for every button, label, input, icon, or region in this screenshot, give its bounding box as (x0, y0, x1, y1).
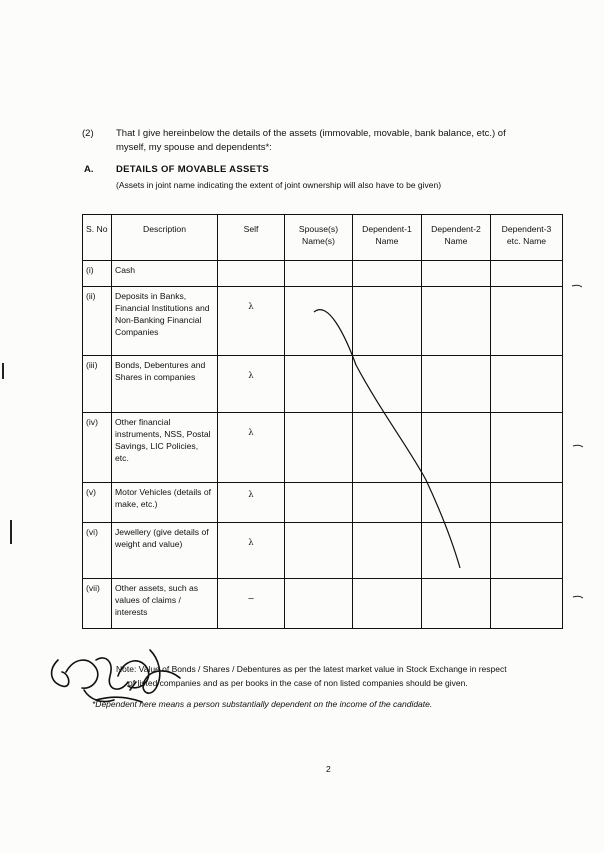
section-letter: A. (84, 164, 94, 175)
row-self-mark: ~ (218, 579, 285, 629)
row-self-mark: λ (218, 523, 285, 579)
row-sno: (vii) (83, 579, 112, 629)
row-self-mark: λ (218, 287, 285, 356)
row-sno: (v) (83, 483, 112, 523)
intro-number: (2) (82, 128, 94, 139)
row-sno: (vi) (83, 523, 112, 579)
header-dependent-1: Dependent-1 Name (353, 215, 422, 261)
section-subtitle: (Assets in joint name indicating the extent of joint ownership will also have to be given) (116, 180, 442, 190)
row-self-mark: λ (218, 356, 285, 413)
header-description: Description (112, 215, 218, 261)
header-dependent-2: Dependent-2 Name (422, 215, 491, 261)
row-description: Other financial instruments, NSS, Postal Savings, LIC Policies, etc. (112, 413, 218, 483)
header-self: Self (218, 215, 285, 261)
row-description: Deposits in Banks, Financial Institutions and Non-Banking Financial Companies (112, 287, 218, 356)
row-description: Bonds, Debentures and Shares in companies (112, 356, 218, 413)
row-description: Motor Vehicles (details of make, etc.) (112, 483, 218, 523)
row-sno: (iii) (83, 356, 112, 413)
row-sno: (i) (83, 261, 112, 287)
intro-text-line2: myself, my spouse and dependents*: (116, 142, 272, 153)
row-sno: (iv) (83, 413, 112, 483)
header-dependent-3: Dependent-3 etc. Name (491, 215, 563, 261)
row-sno: (ii) (83, 287, 112, 356)
note-1-line2: of listed companies and as per books in the case of non listed companies should be given. (128, 678, 468, 688)
note-2: *Dependent here means a person substantially dependent on the income of the candidate. (92, 699, 433, 709)
row-description: Jewellery (give details of weight and value) (112, 523, 218, 579)
section-title: DETAILS OF MOVABLE ASSETS (116, 164, 269, 175)
row-self-mark: λ (218, 413, 285, 483)
header-spouse: Spouse(s) Name(s) (285, 215, 353, 261)
note-1-line1: Note: Value of Bonds / Shares / Debentures as per the latest market value in Stock Exchange in respect (116, 664, 507, 674)
page-number: 2 (326, 764, 331, 774)
header-sno: S. No (83, 215, 112, 261)
row-description: Other assets, such as values of claims / interests (112, 579, 218, 629)
intro-text-line1: That I give hereinbelow the details of the assets (immovable, movable, bank balance, etc.) of (116, 128, 506, 139)
row-description: Cash (112, 261, 218, 287)
row-self-mark: λ (218, 483, 285, 523)
